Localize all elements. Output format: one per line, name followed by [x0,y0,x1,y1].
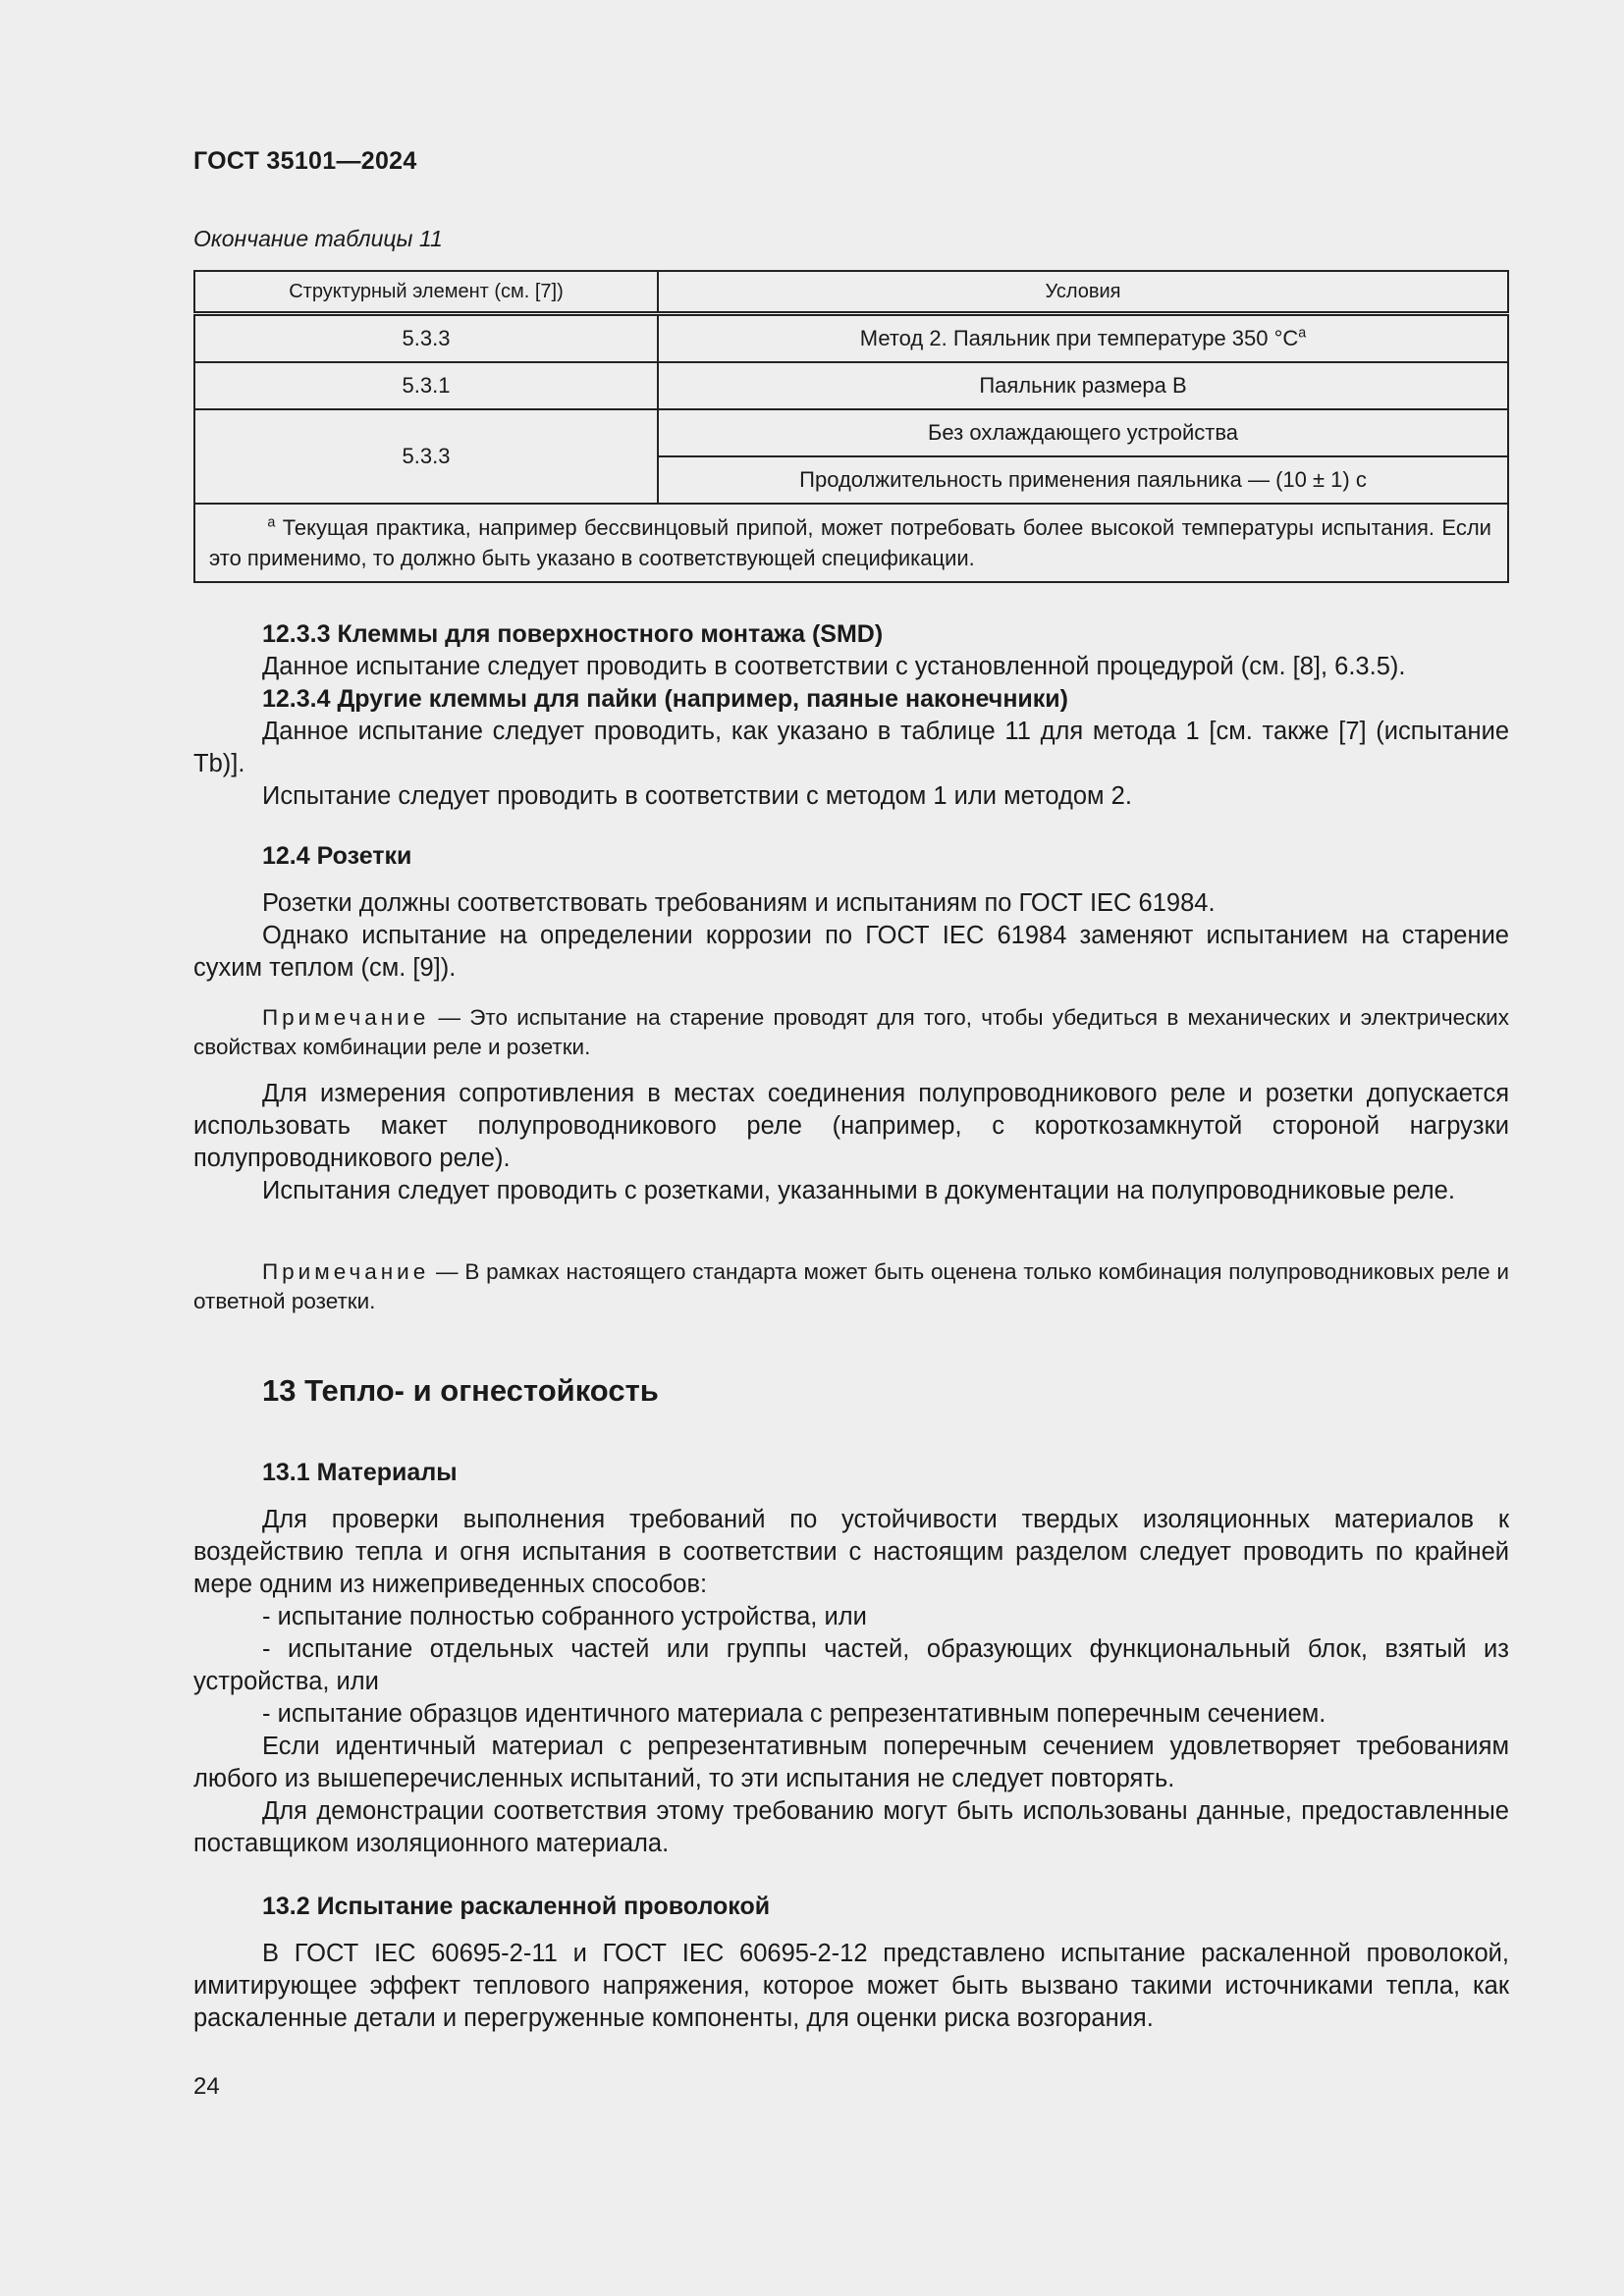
heading-12-4: 12.4 Розетки [262,842,412,870]
table-header-row [194,271,1508,314]
list-item: - испытание образцов идентичного материала с репрезентативным поперечным сечением. [262,1700,1326,1728]
section-13-2-heading [193,1891,1509,1923]
section-13-1 [193,1504,1509,1860]
paragraph: Для демонстрации соответствия этому требованию могут быть использованы данные, предоставленные поставщиком изоляционного материала. [193,1797,1509,1857]
heading-13: 13 Тепло- и огнестойкость [262,1373,659,1408]
section-12-3 [193,618,1509,813]
note: Примечание — В рамках настоящего стандарта может быть оценена только комбинация полупроводниковых реле и ответной розетки. [193,1259,1509,1313]
table-cell-element: 5.3.3 [194,314,658,363]
note-label: Примечание [262,1005,430,1030]
list-item: - испытание полностью собранного устройства, или [262,1603,867,1630]
table-cell-element: 5.3.3 [194,409,658,504]
paragraph: В ГОСТ IEC 60695-2-11 и ГОСТ IEC 60695-2-12 представлено испытание раскаленной проволокой, имитирующее эффект теплового напряжения, которое может быть вызвано такими источниками тепла, как раскаленные детали и перегруженные компоненты, для оценки риска возгорания. [193,1940,1509,2032]
table-cell-condition: Метод 2. Паяльник при температуре 350 $^\circ C^a$ [658,314,1508,363]
heading-13-1: 13.1 Материалы [262,1459,458,1486]
table-cell-element: 5.3.1 [194,362,658,409]
section-13-2 [193,1938,1509,2035]
section-12-4-body-2 [193,1078,1509,1207]
paragraph: Для проверки выполнения требований по устойчивости твердых изоляционных материалов к воздействию тепла и огня испытания в соответствии с настоящим разделом следует проводить по крайней мере одним из нижеприведенных способов: [193,1506,1509,1598]
paragraph: Если идентичный материал с репрезентативным поперечным сечением удовлетворяет требованиям любого из вышеперечисленных испытаний, то эти испытания не следует повторять. [193,1733,1509,1792]
table-header-element: Структурный элемент (см. [7]) [194,271,658,314]
section-12-4-body [193,887,1509,985]
section-13 [193,1374,1509,1407]
table-caption: Окончание таблицы 11 [193,226,443,251]
section-12-4 [193,840,1509,873]
section-13-1-heading [193,1457,1509,1489]
paragraph: Данное испытание следует проводить, как указано в таблице 11 для метода 1 [см. также [7] (испытание Tb)]. [193,718,1509,777]
heading-13-2: 13.2 Испытание раскаленной проволокой [262,1893,771,1920]
table-row [194,314,1508,363]
list-item: - испытание отдельных частей или группы частей, образующих функциональный блок, взятый из устройства, или [193,1635,1509,1695]
note-1 [193,1003,1509,1062]
table-11 [193,270,1509,583]
table-row [194,409,1508,456]
table-footnote: $^a$ Текущая практика, например бессвинцовый припой, может потребовать более высокой температуры испытания. Если это применимо, то должно быть указано в соответствующей спецификации. [194,504,1508,582]
footnote-ref: a [1298,325,1307,342]
heading-12-3-4: 12.3.4 Другие клеммы для пайки (например, паяные наконечники) [262,685,1068,713]
table-cell-condition: Продолжительность применения паяльника — (10 ± 1) с [658,456,1508,504]
paragraph: Однако испытание на определении коррозии по ГОСТ IEC 61984 заменяют испытанием на старение сухим теплом (см. [9]). [193,922,1509,982]
note-2 [193,1257,1509,1316]
heading-12-3-3: 12.3.3 Клеммы для поверхностного монтажа (SMD) [262,620,884,648]
table-header-conditions: Условия [658,271,1508,314]
paragraph: Испытания следует проводить с розетками, указанными в документации на полупроводниковые реле. [262,1177,1455,1204]
table-footnote-row [194,504,1508,582]
table-row [194,362,1508,409]
note-label: Примечание [262,1259,430,1284]
paragraph: Розетки должны соответствовать требованиям и испытаниям по ГОСТ IEC 61984. [262,889,1216,917]
document-header: ГОСТ 35101—2024 [193,147,417,175]
note: Примечание — Это испытание на старение проводят для того, чтобы убедиться в механических и электрических свойствах комбинации реле и розетки. [193,1005,1509,1059]
table-cell-condition: Без охлаждающего устройства [658,409,1508,456]
paragraph: Испытание следует проводить в соответствии с методом 1 или методом 2. [262,782,1132,810]
paragraph: Данное испытание следует проводить в соответствии с установленной процедурой (см. [8], 6.3.5). [262,653,1406,680]
paragraph: Для измерения сопротивления в местах соединения полупроводникового реле и розетки допускается использовать макет полупроводникового реле (например, с короткозамкнутой стороной нагрузки полупроводникового реле). [193,1080,1509,1172]
table-cell-condition: Паяльник размера В [658,362,1508,409]
page-number: 24 [193,2073,220,2100]
